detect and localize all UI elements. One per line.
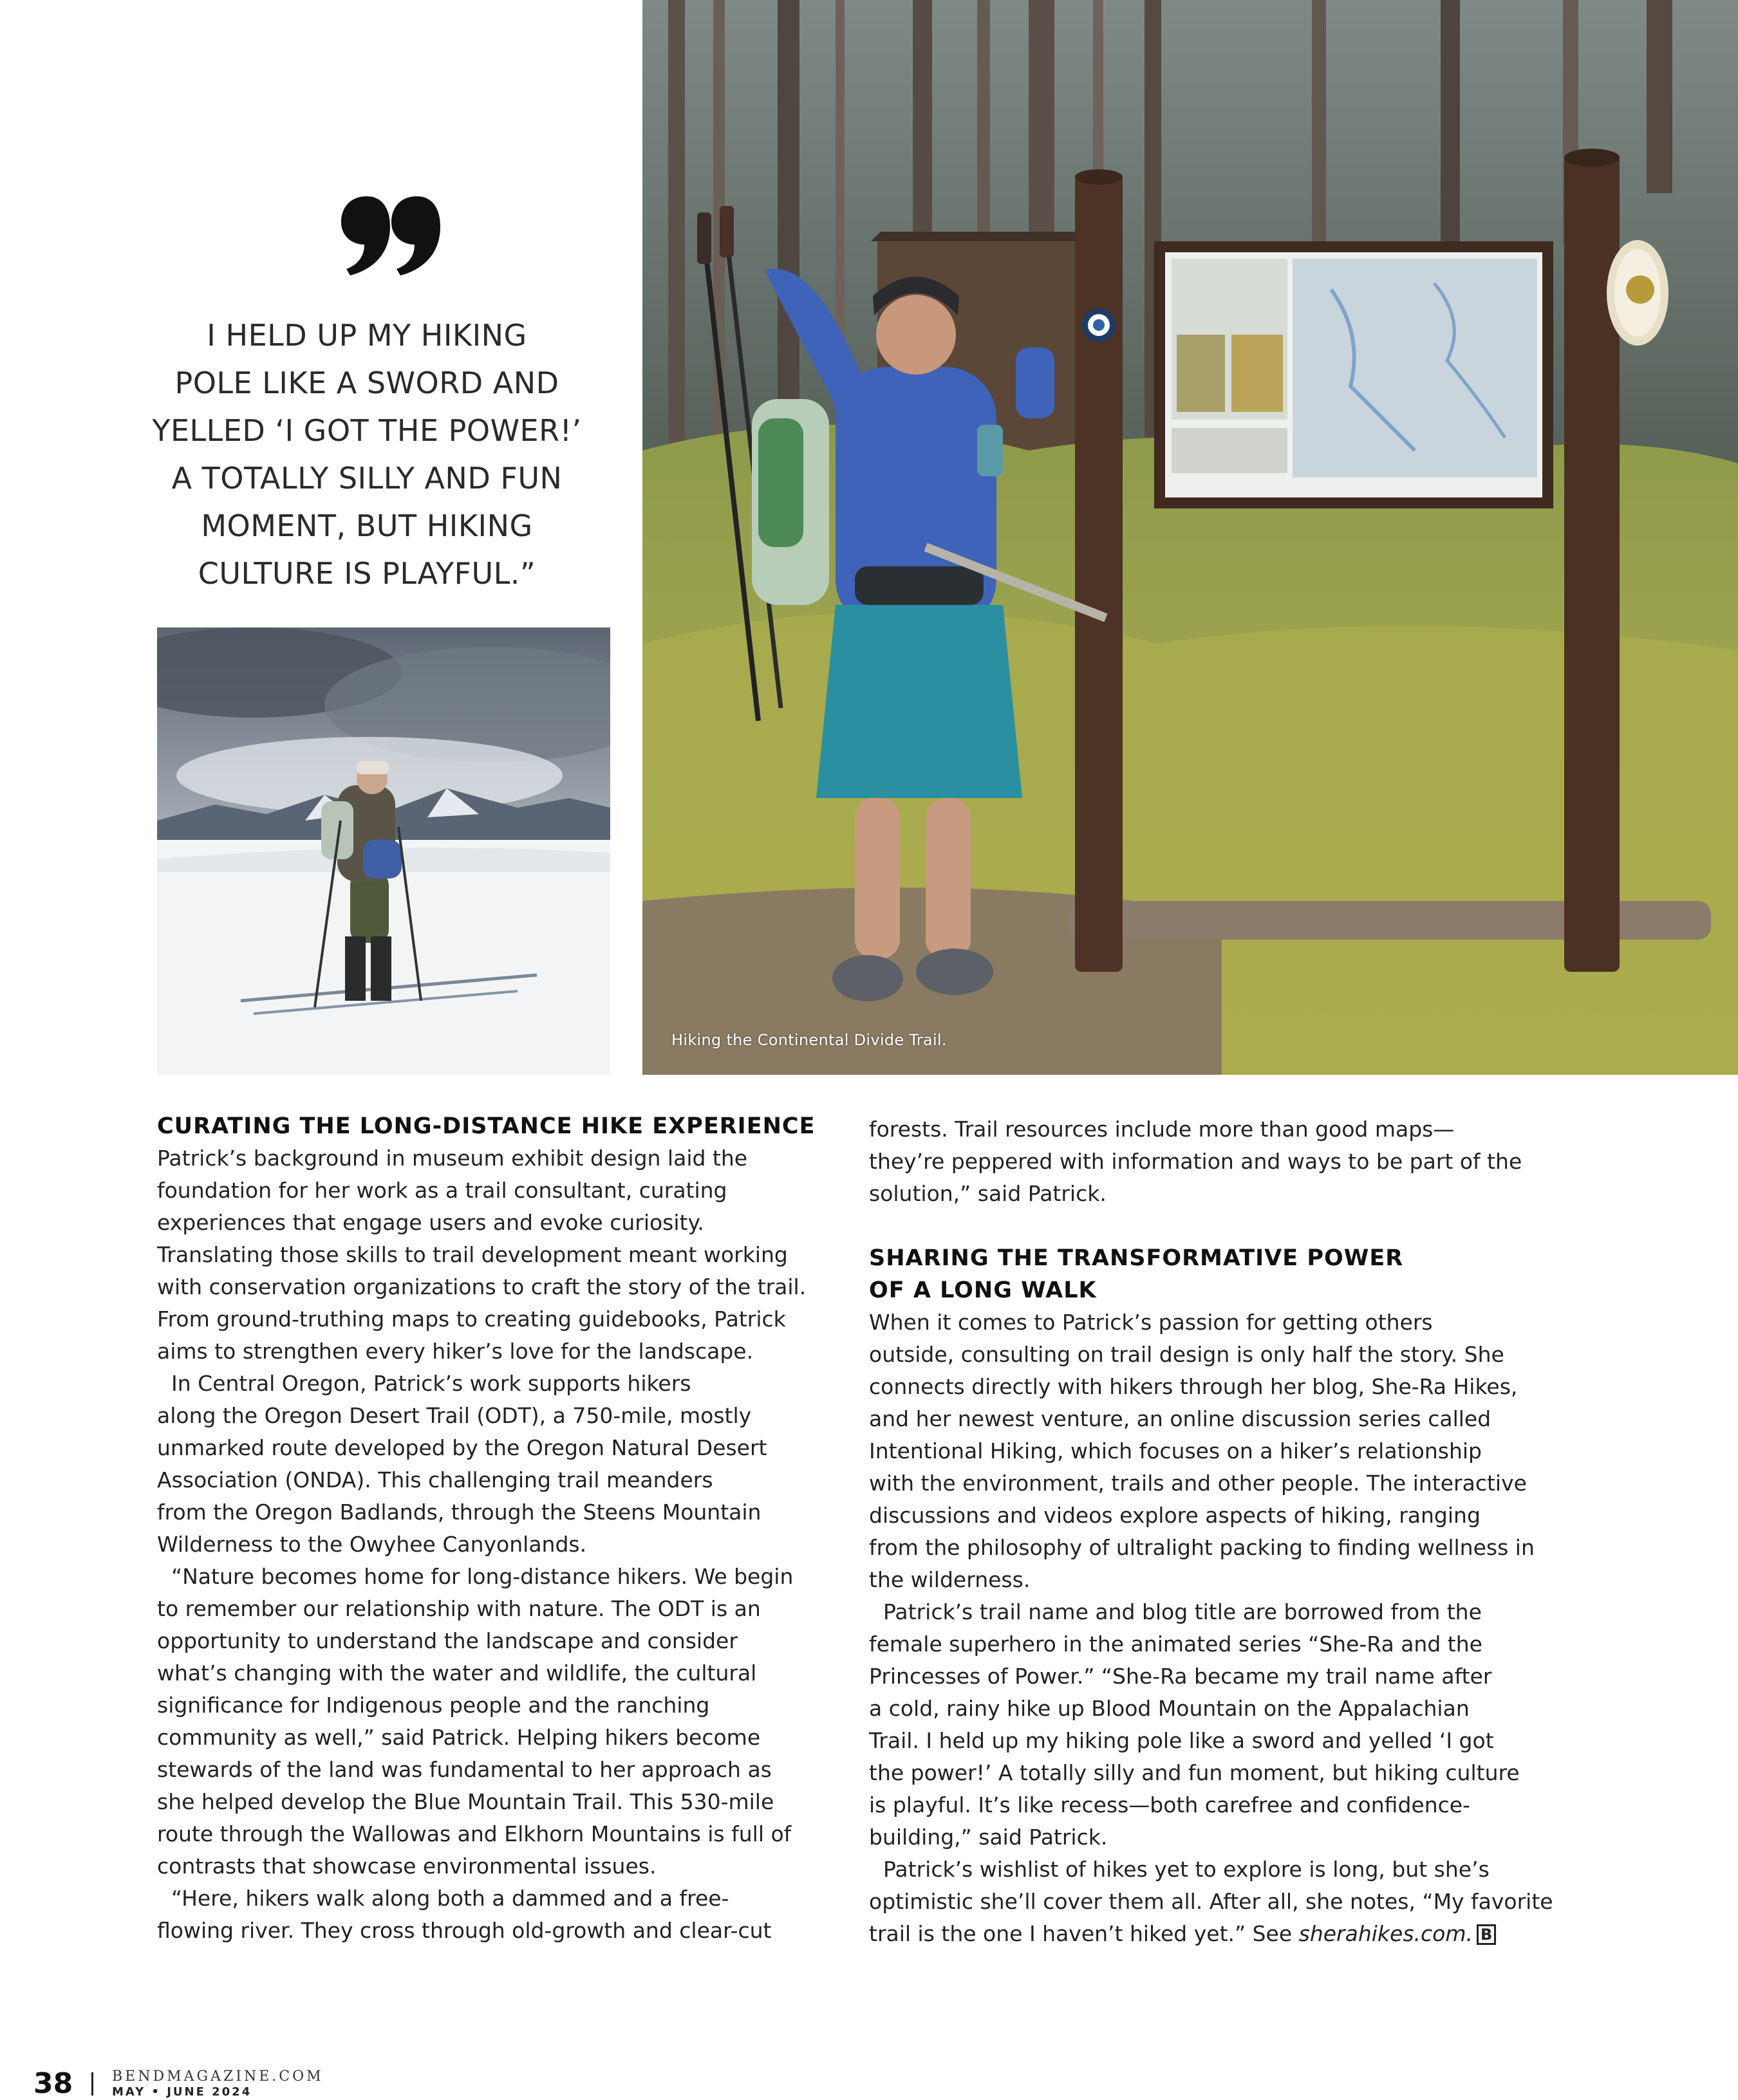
text-line: optimistic she’ll cover them all. After all, she notes, “My favorite — [869, 1889, 1553, 1914]
text-line: “Here, hikers walk along both a dammed and a free- — [171, 1886, 729, 1911]
text-line: flowing river. They cross through old-growth and clear-cut — [157, 1918, 772, 1943]
trailhead-hiker-photo — [642, 0, 1738, 1075]
text-line: a cold, rainy hike up Blood Mountain on the Appalachian — [869, 1696, 1470, 1721]
text-line: connects directly with hikers through her blog, She-Ra Hikes, — [869, 1374, 1518, 1399]
text-line: unmarked route developed by the Oregon Natural Desert — [157, 1435, 767, 1460]
pull-quote-line: POLE LIKE A SWORD AND — [174, 366, 559, 400]
text-line: Trail. I held up my hiking pole like a sword and yelled ‘I got — [869, 1728, 1494, 1753]
end-mark-icon: B — [1477, 1924, 1496, 1945]
text-line: building,” said Patrick. — [869, 1825, 1108, 1850]
text-line: From ground-truthing maps to creating guidebooks, Patrick — [157, 1306, 786, 1332]
text-line: community as well,” said Patrick. Helping hikers become — [157, 1725, 761, 1750]
pull-quote-line: CULTURE IS PLAYFUL.” — [198, 556, 536, 591]
text-line: “Nature becomes home for long-distance hikers. We begin — [171, 1564, 794, 1589]
paragraph — [157, 1368, 839, 1561]
section-heading-sharing — [869, 1242, 1551, 1306]
text-line-last — [869, 1918, 1551, 1950]
text-line: from the philosophy of ultralight packing to finding wellness in — [869, 1535, 1535, 1560]
photo-caption: Hiking the Continental Divide Trail. — [671, 1031, 947, 1049]
text-line: from the Oregon Badlands, through the Steens Mountain — [157, 1500, 762, 1525]
folio-divider — [91, 2072, 93, 2095]
text-line: Princesses of Power.” “She-Ra became my trail name after — [869, 1664, 1492, 1689]
quote-mark-icon — [341, 193, 444, 277]
text-line: Intentional Hiking, which focuses on a hiker’s relationship — [869, 1438, 1482, 1463]
text-line: female superhero in the animated series “She-Ra and the — [869, 1631, 1482, 1657]
text-line: the wilderness. — [869, 1567, 1031, 1592]
paragraph — [869, 1113, 1551, 1210]
text-line: and her newest venture, an online discussion series called — [869, 1406, 1491, 1431]
text-line: Wilderness to the Owyhee Canyonlands. — [157, 1532, 587, 1557]
text-line: to remember our relationship with nature. The ODT is an — [157, 1596, 761, 1621]
text-line: along the Oregon Desert Trail (ODT), a 750-mile, mostly — [157, 1403, 752, 1428]
text-line: aims to strengthen every hiker’s love for the landscape. — [157, 1339, 754, 1364]
text-line: forests. Trail resources include more than good maps— — [869, 1117, 1455, 1142]
text-line: contrasts that showcase environmental issues. — [157, 1854, 657, 1879]
paragraph — [869, 1854, 1551, 1950]
text-line: she helped develop the Blue Mountain Trail. This 530-mile — [157, 1789, 774, 1814]
issue-date: MAY • JUNE 2024 — [112, 2085, 252, 2099]
pull-quote-line: MOMENT, BUT HIKING — [201, 508, 533, 543]
text-line: Patrick’s wishlist of hikes yet to explore is long, but she’s — [883, 1857, 1490, 1882]
text-line: is playful. It’s like recess—both carefree and confidence- — [869, 1792, 1470, 1817]
pull-quote — [148, 311, 586, 597]
pull-quote-line: I HELD UP MY HIKING — [207, 318, 527, 353]
text-line: Patrick’s trail name and blog title are borrowed from the — [883, 1599, 1482, 1624]
text-line: stewards of the land was fundamental to her approach as — [157, 1757, 772, 1782]
text-line: opportunity to understand the landscape and consider — [157, 1628, 738, 1653]
text-line: solution,” said Patrick. — [869, 1181, 1107, 1206]
text-line: foundation for her work as a trail consultant, curating — [157, 1178, 727, 1203]
text-line: Translating those skills to trail development meant working — [157, 1242, 788, 1267]
article-column-right — [869, 1113, 1551, 1950]
page-number: 38 — [33, 2067, 73, 2100]
magazine-website: BENDMAGAZINE.COM — [112, 2068, 324, 2085]
text-line: with conservation organizations to craft the story of the trail. — [157, 1274, 807, 1299]
paragraph — [157, 1142, 839, 1368]
text-line: When it comes to Patrick’s passion for getting others — [869, 1310, 1433, 1335]
article-column-left — [157, 1110, 839, 1947]
text-line: In Central Oregon, Patrick’s work supports hikers — [171, 1371, 691, 1396]
paragraph — [157, 1561, 839, 1882]
text-line: experiences that engage users and evoke curiosity. — [157, 1210, 704, 1235]
heading-line: CURATING THE LONG-DISTANCE HIKE EXPERIENCE — [157, 1113, 816, 1139]
text-line: significance for Indigenous people and the ranching — [157, 1693, 710, 1718]
text-line: Association (ONDA). This challenging trail meanders — [157, 1467, 713, 1492]
heading-line: SHARING THE TRANSFORMATIVE POWER — [869, 1245, 1404, 1271]
paragraph — [869, 1596, 1551, 1854]
paragraph — [157, 1882, 839, 1947]
pull-quote-line: A TOTALLY SILLY AND FUN — [171, 461, 563, 496]
text-line: with the environment, trails and other people. The interactive — [869, 1471, 1527, 1496]
website-link[interactable]: sherahikes.com. — [1298, 1921, 1473, 1946]
text-line: outside, consulting on trail design is only half the story. She — [869, 1342, 1504, 1367]
text-line: route through the Wallowas and Elkhorn Mountains is full of — [157, 1821, 792, 1846]
text-line: they’re peppered with information and ways to be part of the — [869, 1149, 1522, 1174]
paragraph — [869, 1306, 1551, 1596]
pull-quote-line: YELLED ‘I GOT THE POWER!’ — [152, 413, 582, 448]
skier-photo — [157, 627, 610, 1075]
heading-line: OF A LONG WALK — [869, 1278, 1097, 1303]
text-line: discussions and videos explore aspects of hiking, ranging — [869, 1503, 1481, 1528]
text-line: the power!’ A totally silly and fun moment, but hiking culture — [869, 1760, 1520, 1785]
text-line: Patrick’s background in museum exhibit design laid the — [157, 1146, 748, 1171]
text-line: what’s changing with the water and wildlife, the cultural — [157, 1660, 757, 1686]
section-heading-curating — [157, 1110, 839, 1142]
text-fragment: trail is the one I haven’t hiked yet.” See — [869, 1921, 1299, 1946]
